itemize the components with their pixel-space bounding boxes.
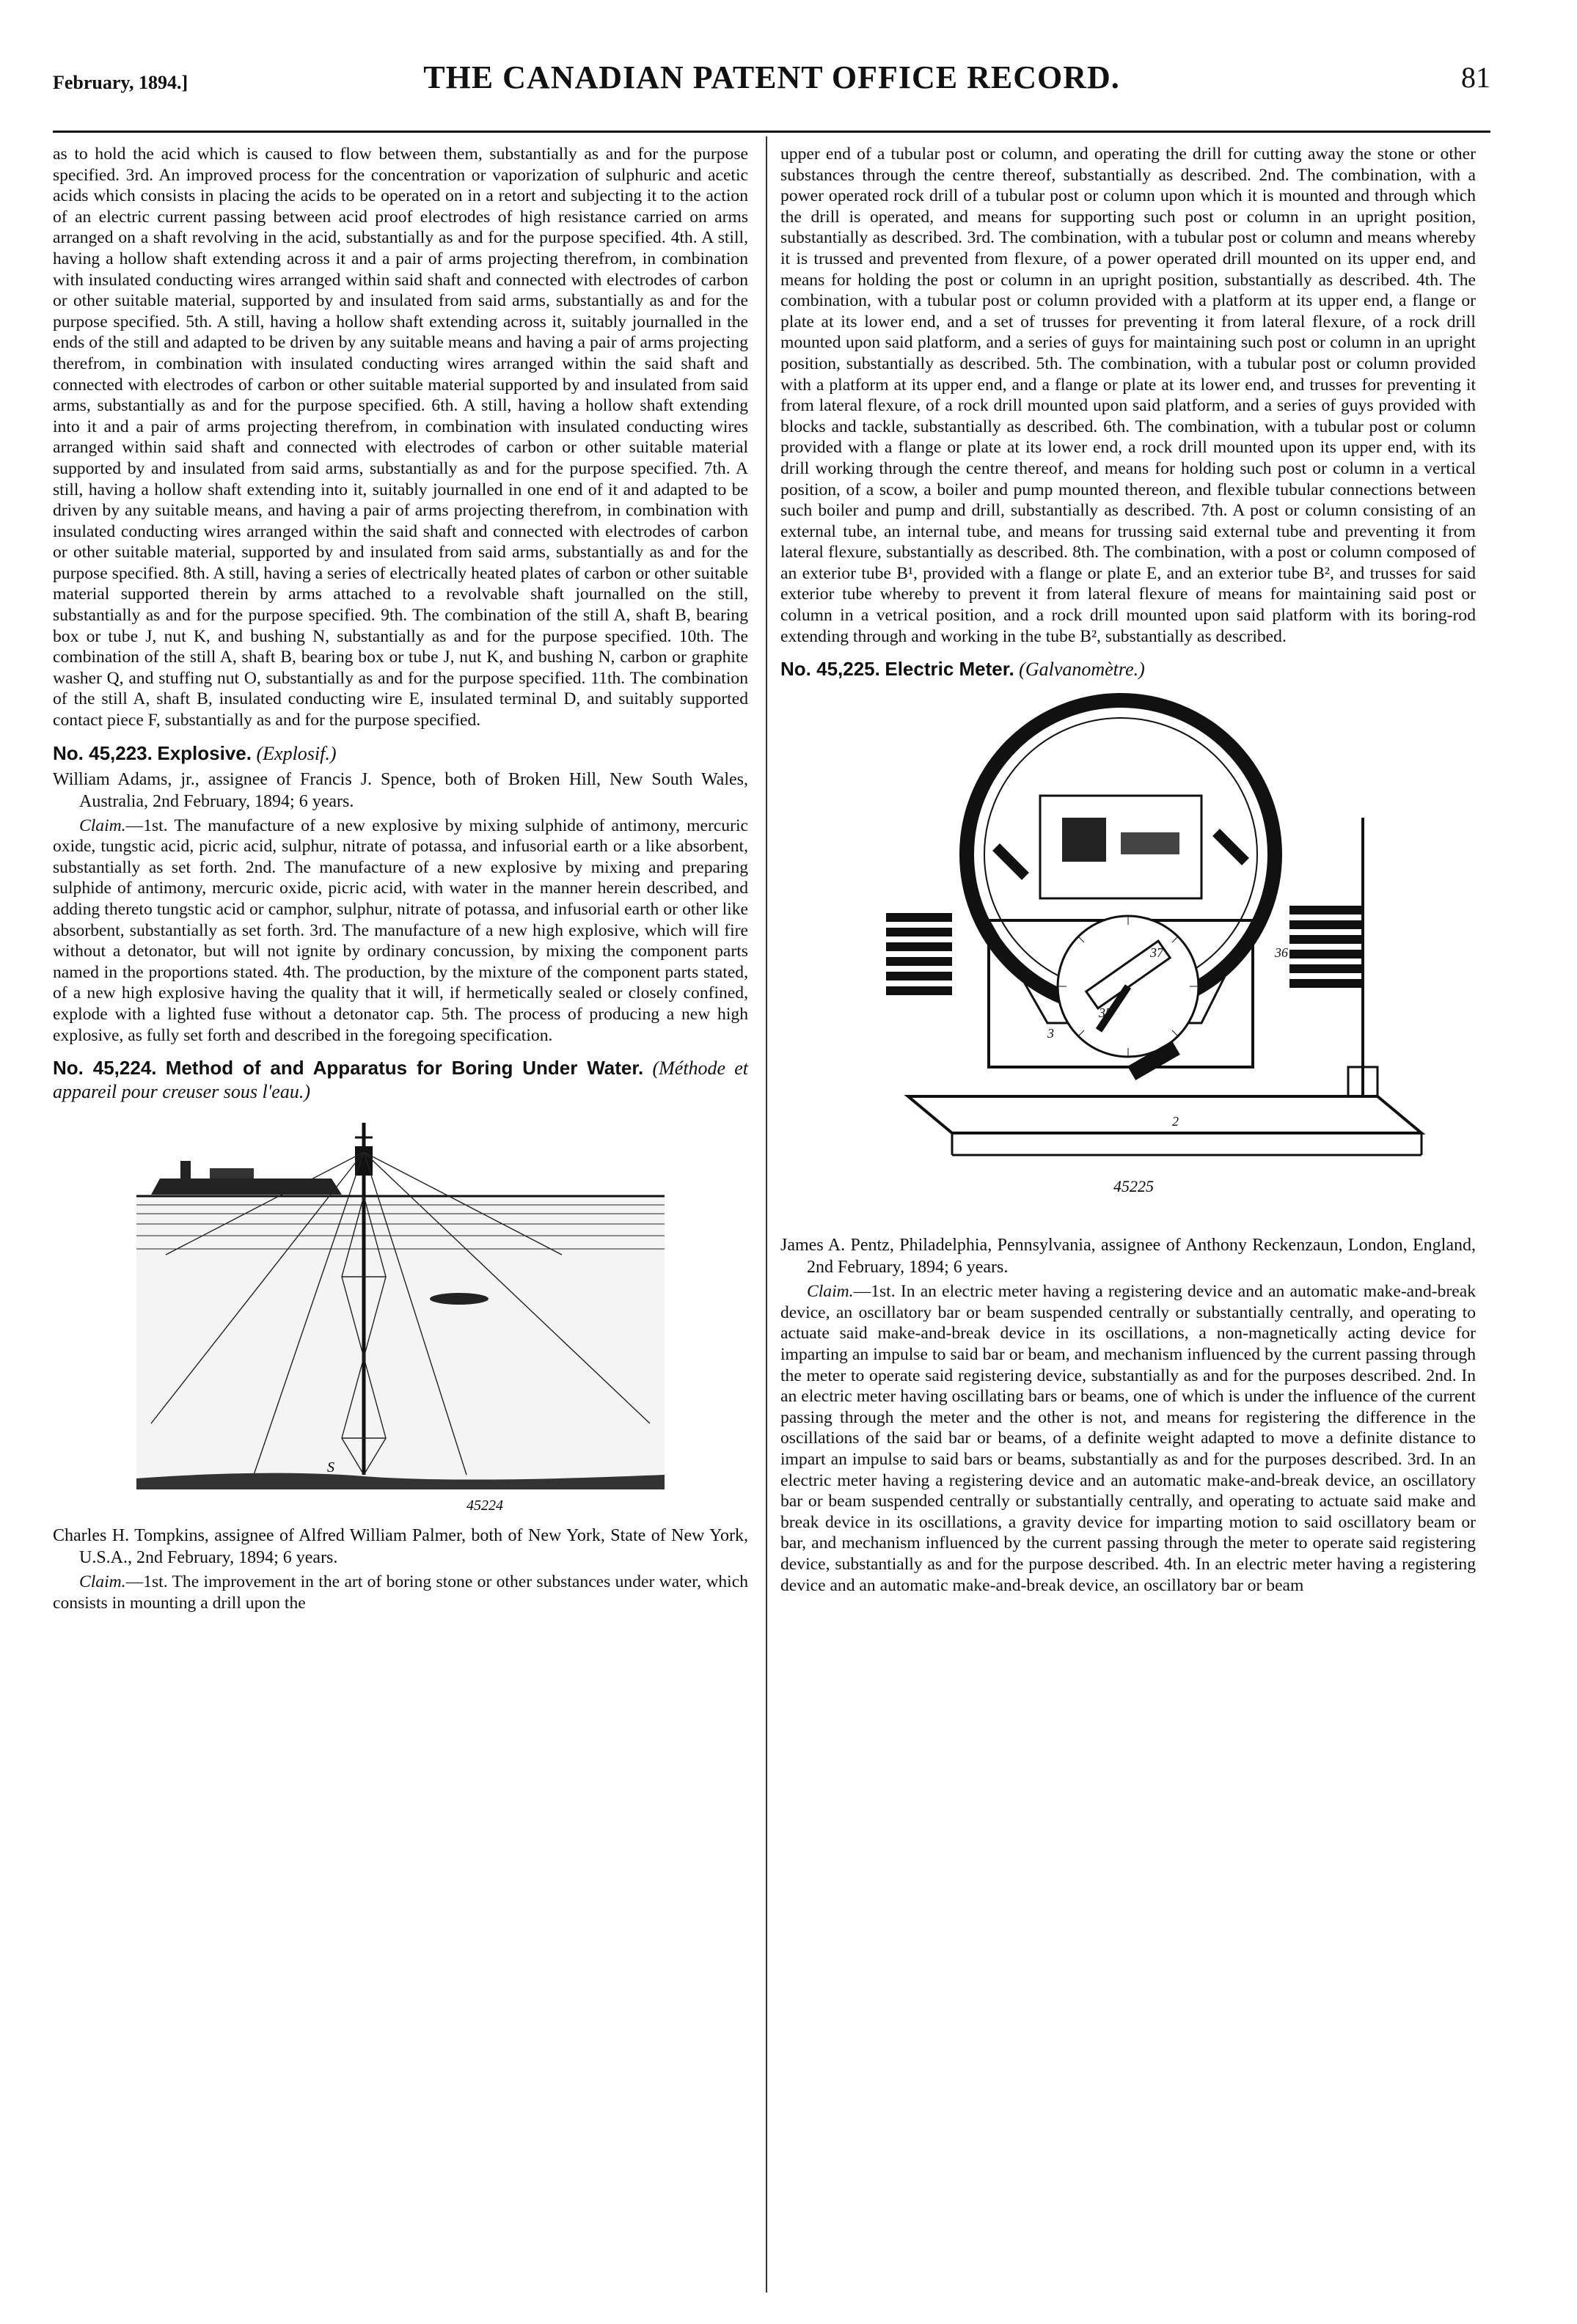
patent-french-title: (Explosif.) xyxy=(256,742,337,764)
make-break-device xyxy=(1062,818,1106,862)
claim-text: —1st. In an electric meter having a registering device and an automatic make-and-break device, an oscillatory bar or beam suspended centrally or substantially centrally, and operating to actuate said make-and-break device in its oscillations, a non-magnetically acting device for imparting an impulse to said bar or beam, and mechanism influenced by the current passing through the meter to operate said registering device, substantially as and for the purposes described. 2nd. In an electric meter having oscillating bars or beams, one of which is under the influence of the current passing through the meter and the other is not, and means for registering the difference in the oscillations of the said bar or beams, of a definite weight adapted to move a definite distance to impart an impulse to said bars or beams, substantially as and for the purposes described. 3rd. In an electric meter having a registering device and an automatic make-and-break device, an oscillatory bar or beam suspended centrally or substantially centrally, and operating to actuate said make and break device in its oscillations, a gravity device for imparting motion to said oscillatory beam or bar, and mechanism influenced by the current passing through the meter to operate said registering device, substantially as and for the purpose described. 4th. In an electric meter having a registering device and an automatic make-and-break device, an oscillatory bar or beam xyxy=(780,1282,1476,1595)
patent-assignee: Charles H. Tompkins, assignee of Alfred William Palmer, both of New York, State of New York, U.S.A., 2nd February, 1894; 6 years. xyxy=(53,1526,748,1568)
claim-label: Claim. xyxy=(79,1572,126,1592)
claim-label: Claim. xyxy=(79,815,126,835)
column-divider xyxy=(766,136,767,2292)
patent-french-title: (Galvanomètre.) xyxy=(1019,659,1145,681)
patent-number: No. 45,223. xyxy=(53,741,153,764)
patent-title: Explosive. xyxy=(157,741,252,764)
patent-number: No. 45,224. xyxy=(53,1057,157,1079)
figure-letter: S xyxy=(327,1459,334,1476)
boiler xyxy=(210,1168,254,1179)
left-column xyxy=(53,144,748,1613)
header-rule xyxy=(53,131,1490,133)
right-coils xyxy=(1289,906,1363,988)
patent-title: Electric Meter. xyxy=(885,658,1014,681)
continued-claims-text: upper end of a tubular post or column, and operating the drill for cutting away the stone or other substances through the centre thereof, substantially as described. 2nd. The combination, with a power operated rock drill of a tubular post or column upon which it is mounted and through which the drill is operated, and means for supporting such post or column in an upright position, substantially as described. 3rd. The combination, with a tubular post or column and means whereby it is trussed and prevented from flexure, of a power operated drill mounted on its upper end, and means for holding the post or column in an upright position, substantially as described. 4th. The combination, with a tubular post or column provided with a platform at its upper end, a flange or plate at its lower end, and a set of trusses for preventing it from lateral flexure, of a rock drill mounted upon said platform, and a series of guys for maintaining such post or column in an upright position, substantially as described. 5th. The combination, with a tubular post or column provided with a platform at its upper end, and a flange or plate at its lower end, and trusses for preventing it from lateral flexure, of a rock drill mounted upon said platform, and a series of guys provided with blocks and tackle, substantially as described. 6th. The combination, with a tubular post or column provided with a flange or plate at its lower end, a rock drill mounted upon its upper end, with its drill working through the centre thereof, and means for holding such post or column in a vertical position, of a scow, a boiler and pump mounted thereon, and flexible tubular connections between such boiler and pump and drill, substantially as described. 7th. A post or column consisting of an external tube, an internal tube, and means for trussing said external tube and preventing it from lateral flexure, substantially as described. 8th. The combination, with a post or column composed of an exterior tube B¹, provided with a flange or plate E, and an exterior tube B², and trusses for said exterior tube whereby to prevent it from lateral flexure of means for maintaining said post or column in a vetrical position, and a rock drill mounted upon said platform with its boring-rod extending through and working in the tube B², substantially as described. xyxy=(780,144,1476,646)
patent-title: Method of and Apparatus for Boring Under Water. xyxy=(165,1057,644,1079)
claim-text: —1st. The improvement in the art of boring stone or other substances under water, which consists in mounting a drill upon the xyxy=(53,1572,748,1613)
water-area xyxy=(136,1196,665,1489)
page-number: 81 xyxy=(1461,61,1490,94)
figure-number: 45225 xyxy=(1113,1177,1154,1196)
patent-number: No. 45,225. xyxy=(780,658,880,681)
smokestack xyxy=(180,1161,191,1179)
boring-apparatus-illustration xyxy=(122,1108,679,1519)
patent-claims xyxy=(780,1281,1476,1596)
terminal-post-right xyxy=(1216,832,1245,862)
figure-number: 45224 xyxy=(466,1498,503,1514)
left-coils xyxy=(886,913,952,995)
scow xyxy=(151,1179,342,1195)
patent-heading-45224 xyxy=(53,1056,748,1104)
continued-claims-text: as to hold the acid which is caused to flow between them, substantially as and for the purpose specified. 3rd. An improved process for the concentration or vaporization of sulphuric and acetic acids which consists in placing the acids to be operated on in a retort and subjecting it to the action of an electric current passing between acid proof electrodes of high resistance carried on arms arranged on a shaft revolving in the acid, substantially as and for the purpose specified. 4th. A still, having a hollow shaft extending across it and a pair of arms projecting therefrom, in combination with insulated conducting wires arranged within said shaft and connected with electrodes of carbon or other suitable material, supported by and insulated from said arms, substantially as and for the purpose specified. 5th. A still, having a hollow shaft extending across it, suitably journalled in the ends of the still and adapted to be driven by any suitable means and having a pair of arms projecting therefrom, in combination with insulated conducting wires arranged within the said shaft and connected with electrodes of carbon or other suitable material supported by and insulated from said arms, substantially as and for the purpose specified. 6th. A still, having a hollow shaft extending into it and a pair of arms projecting therefrom, in combination with insulated conducting wires arranged within said shaft and connected with electrodes of carbon or other suitable material supported by and insulated from said arms, substantially as and for the purpose specified. 7th. A still, having a hollow shaft extending into it, suitably journalled in one end of it and adapted to be driven by any suitable means, and having a pair of arms projecting therefrom, in combination with insulated conducting wires arranged within the said shaft and connected with electrodes of carbon or other suitable material, supported by and insulated from said arms, substantially as and for the purpose specified. 8th. A still, having a series of electrically heated plates of carbon or other suitable material supported therein by arms attached to a revolvable shaft journalled on the still, substantially as and for the purpose specified. 9th. The combination of the still A, shaft B, bearing box or tube J, nut K, and bushing N, substantially as and for the purpose specified. 10th. The combination of the still A, shaft B, bearing box or tube J, nut K, and bushing N, carbon or graphite washer Q, and stuffing nut O, substantially as and for the purpose specified. 11th. The combination of the still A, shaft B, insulated conducting wire E, insulated terminal D, and suitably supported contact piece F, substantially as and for the purpose specified. xyxy=(53,144,748,730)
patent-claims xyxy=(53,1572,748,1613)
svg-text:3: 3 xyxy=(1047,1026,1054,1041)
svg-text:35: 35 xyxy=(1099,1005,1112,1021)
rock-outcrop xyxy=(430,1293,489,1305)
header-date: February, 1894.] xyxy=(53,72,189,93)
meter-base xyxy=(908,1096,1422,1133)
claim-label: Claim. xyxy=(807,1282,854,1302)
terminal-post-left xyxy=(996,847,1025,876)
right-column xyxy=(780,144,1476,1596)
patent-assignee: James A. Pentz, Philadelphia, Pennsylvania, assignee of Anthony Reckenzaun, London, England, 2nd February, 1894; 6 years. xyxy=(780,1236,1476,1278)
patent-heading-45223 xyxy=(53,741,748,766)
patent-french-title: (Méthode et appareil pour creuser sous l'eau.) xyxy=(53,1057,749,1103)
patent-assignee: William Adams, jr., assignee of Francis J. Spence, both of Broken Hill, New South Wales, Australia, 2nd February, 1894; 6 years. xyxy=(53,769,748,811)
svg-text:37: 37 xyxy=(1150,945,1163,961)
electric-meter-illustration xyxy=(805,686,1451,1228)
patent-claims xyxy=(53,815,748,1046)
claim-text: —1st. The manufacture of a new explosive by mixing sulphide of antimony, mercuric oxide, tungstic acid, picric acid, sulphur, nitrate of potassa, and infusorial earth or a like absorbent, substantially as set forth. 2nd. The manufacture of a new explosive by mixing and preparing sulphide of antimony, mercuric oxide, picric acid, with water in the manner herein described, and adding thereto tungstic acid or camphor, sulphur, nitrate of potassa, and infusorial earth or other like absorbent, substantially as set forth. 3rd. The manufacture of a new high explosive, which will fire without a detonator, but will not ignite by ordinary concussion, by mixing the component parts named in the proportions stated. 4th. The production, by the mixture of the component parts stated, of a new high explosive having the quality that it will, if hermetically sealed or closely confined, explode with a lighted fuse without a detonator cap. 5th. The process of producing a new high explosive, as fully set forth and described in the foregoing specification. xyxy=(53,815,748,1045)
header-title: THE CANADIAN PATENT OFFICE RECORD. xyxy=(423,59,1120,95)
page-header xyxy=(53,59,1490,110)
svg-text:36: 36 xyxy=(1275,945,1288,961)
patent-heading-45225 xyxy=(780,657,1476,681)
svg-text:2: 2 xyxy=(1172,1114,1179,1129)
